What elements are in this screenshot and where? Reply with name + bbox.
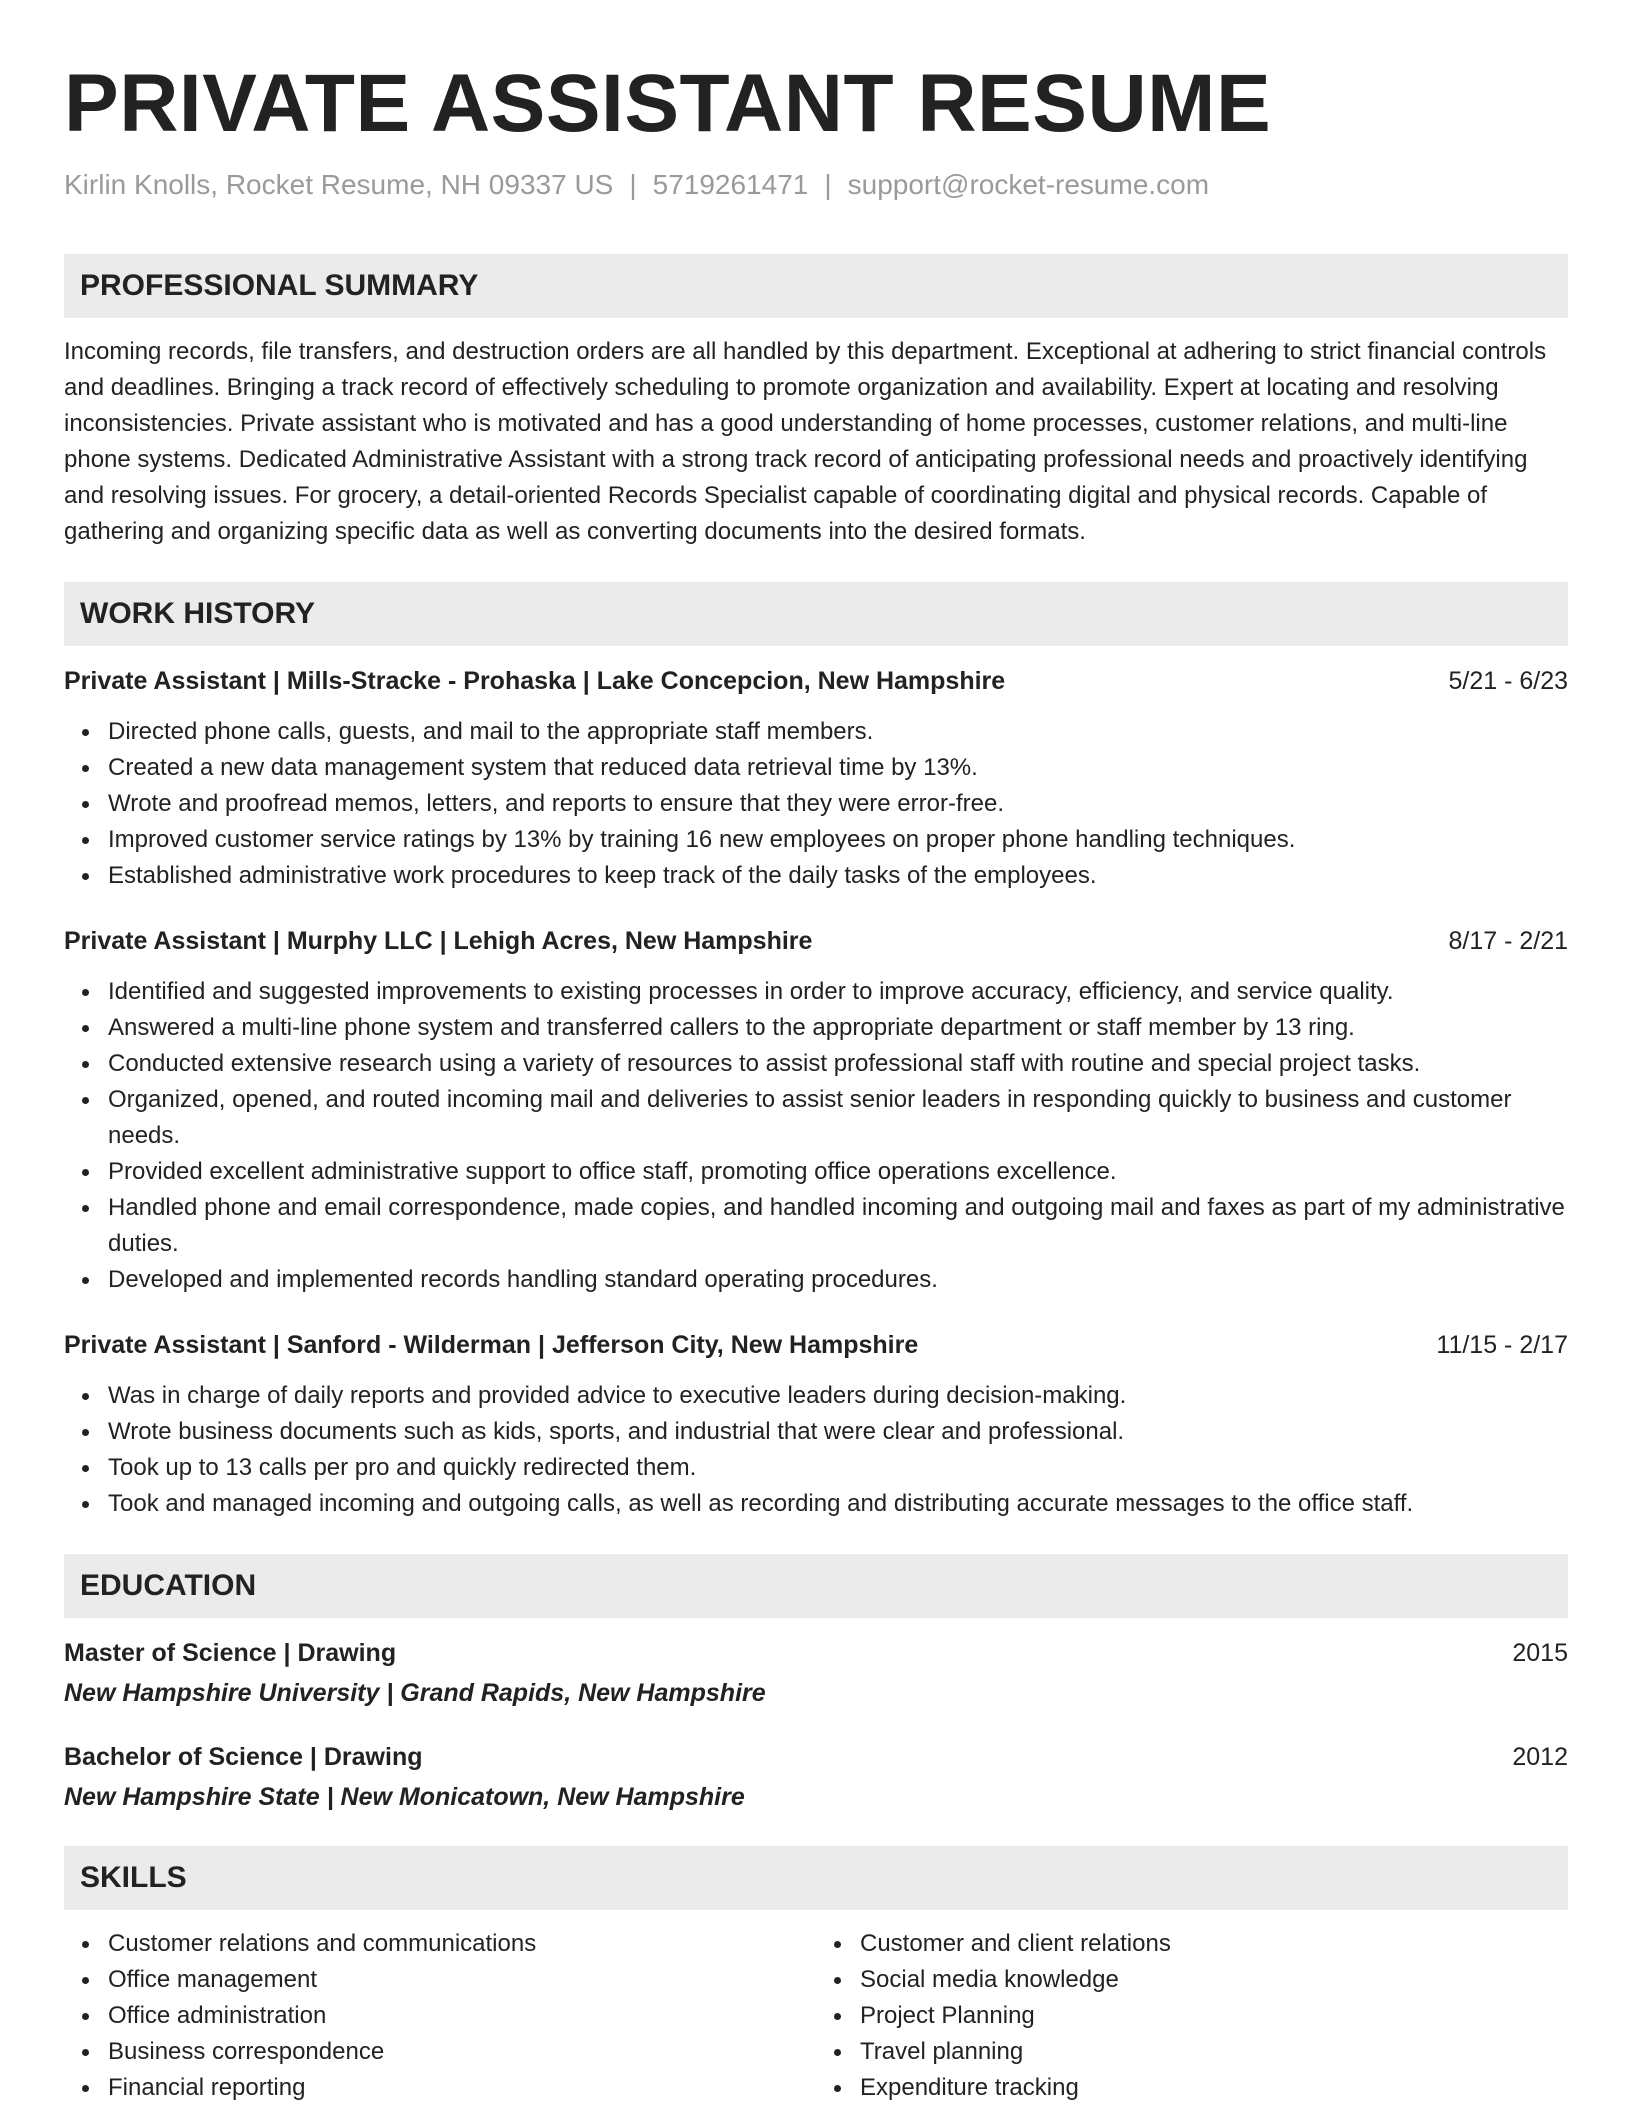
section-heading-skills: SKILLS xyxy=(64,1846,1568,1910)
job-dates: 11/15 - 2/17 xyxy=(1436,1331,1568,1359)
education-school: New Hampshire State | New Monicatown, New Hampshire xyxy=(64,1783,745,1811)
job-bullet: Established administrative work procedures to keep track of the daily tasks of the employees. xyxy=(108,858,1568,894)
skills-column-left xyxy=(64,1926,816,2106)
skills-column-right xyxy=(816,1926,1568,2106)
job-dates: 5/21 - 6/23 xyxy=(1448,667,1568,695)
job-header xyxy=(64,924,1568,958)
contact-address: Kirlin Knolls, Rocket Resume, NH 09337 US xyxy=(64,169,614,200)
job-header xyxy=(64,1328,1568,1362)
section-heading-work-history: WORK HISTORY xyxy=(64,582,1568,646)
education-school: New Hampshire University | Grand Rapids, New Hampshire xyxy=(64,1679,766,1707)
job-bullet: Provided excellent administrative support to office staff, promoting office operations excellence. xyxy=(108,1154,1568,1190)
section-heading-summary: PROFESSIONAL SUMMARY xyxy=(64,254,1568,318)
skill-item: Expenditure tracking xyxy=(860,2070,1568,2106)
job-bullet: Answered a multi-line phone system and transferred callers to the appropriate department or staff member by 13 ring. xyxy=(108,1010,1568,1046)
skill-item: Travel planning xyxy=(860,2034,1568,2070)
education-entry xyxy=(64,1740,1568,1814)
skill-item: Customer relations and communications xyxy=(108,1926,816,1962)
education-year: 2015 xyxy=(1512,1639,1568,1667)
job-dates: 8/17 - 2/21 xyxy=(1448,927,1568,955)
skill-item: Office management xyxy=(108,1962,816,1998)
job-bullet: Created a new data management system that reduced data retrieval time by 13%. xyxy=(108,750,1568,786)
education-header xyxy=(64,1740,1568,1774)
job-bullet: Was in charge of daily reports and provided advice to executive leaders during decision-making. xyxy=(108,1378,1568,1414)
skill-item: Customer and client relations xyxy=(860,1926,1568,1962)
job-bullet: Identified and suggested improvements to existing processes in order to improve accuracy, efficiency, and service quality. xyxy=(108,974,1568,1010)
skill-item: Business correspondence xyxy=(108,2034,816,2070)
skill-item: Project Planning xyxy=(860,1998,1568,2034)
contact-email: support@rocket-resume.com xyxy=(847,169,1210,200)
job-bullet: Directed phone calls, guests, and mail to the appropriate staff members. xyxy=(108,714,1568,750)
job-bullet: Conducted extensive research using a variety of resources to assist professional staff with routine and special project tasks. xyxy=(108,1046,1568,1082)
contact-line xyxy=(64,168,1568,202)
job-bullets xyxy=(64,974,1568,1298)
job-bullet: Wrote business documents such as kids, sports, and industrial that were clear and professional. xyxy=(108,1414,1568,1450)
job-title: Private Assistant | Mills-Stracke - Prohaska | Lake Concepcion, New Hampshire xyxy=(64,667,1006,695)
job-bullet: Took and managed incoming and outgoing calls, as well as recording and distributing accurate messages to the office staff. xyxy=(108,1486,1568,1522)
job-bullets xyxy=(64,714,1568,894)
job-bullet: Improved customer service ratings by 13% by training 16 new employees on proper phone handling techniques. xyxy=(108,822,1568,858)
education-entry xyxy=(64,1636,1568,1710)
job-bullet: Developed and implemented records handling standard operating procedures. xyxy=(108,1262,1568,1298)
job-bullet: Organized, opened, and routed incoming mail and deliveries to assist senior leaders in responding quickly to business and customer needs. xyxy=(108,1082,1568,1154)
job-entry xyxy=(64,1328,1568,1522)
skill-item: Social media knowledge xyxy=(860,1962,1568,1998)
education-header xyxy=(64,1636,1568,1670)
education-degree: Master of Science | Drawing xyxy=(64,1639,397,1667)
contact-separator: | xyxy=(824,169,832,200)
job-bullets xyxy=(64,1378,1568,1522)
job-bullet: Took up to 13 calls per pro and quickly redirected them. xyxy=(108,1450,1568,1486)
job-title: Private Assistant | Murphy LLC | Lehigh Acres, New Hampshire xyxy=(64,927,813,955)
contact-separator: | xyxy=(629,169,637,200)
section-heading-education: EDUCATION xyxy=(64,1554,1568,1618)
job-bullet: Wrote and proofread memos, letters, and reports to ensure that they were error-free. xyxy=(108,786,1568,822)
job-header xyxy=(64,664,1568,698)
education-year: 2012 xyxy=(1512,1743,1568,1771)
resume-title: PRIVATE ASSISTANT RESUME xyxy=(64,58,1272,149)
job-entry xyxy=(64,664,1568,894)
contact-phone: 5719261471 xyxy=(652,169,809,200)
skill-item: Financial reporting xyxy=(108,2070,816,2106)
education-degree: Bachelor of Science | Drawing xyxy=(64,1743,423,1771)
skill-item: Office administration xyxy=(108,1998,816,2034)
job-bullet: Handled phone and email correspondence, made copies, and handled incoming and outgoing mail and faxes as part of my administrative duties. xyxy=(108,1190,1568,1262)
job-entry xyxy=(64,924,1568,1298)
skills-list xyxy=(64,1926,1568,2106)
job-title: Private Assistant | Sanford - Wilderman | Jefferson City, New Hampshire xyxy=(64,1331,919,1359)
summary-text: Incoming records, file transfers, and destruction orders are all handled by this department. Exceptional at adhering to strict financial controls and deadlines. Bringing a track record of effectively scheduling to promote organization and availability. Expert at locating and resolving inconsistencies. Private assistant who is motivated and has a good understanding of home processes, customer relations, and multi-line phone systems. Dedicated Administrative Assistant with a strong track record of anticipating professional needs and proactively identifying and resolving issues. For grocery, a detail-oriented Records Specialist capable of coordinating digital and physical records. Capable of gathering and organizing specific data as well as converting documents into the desired formats. xyxy=(64,338,1547,545)
